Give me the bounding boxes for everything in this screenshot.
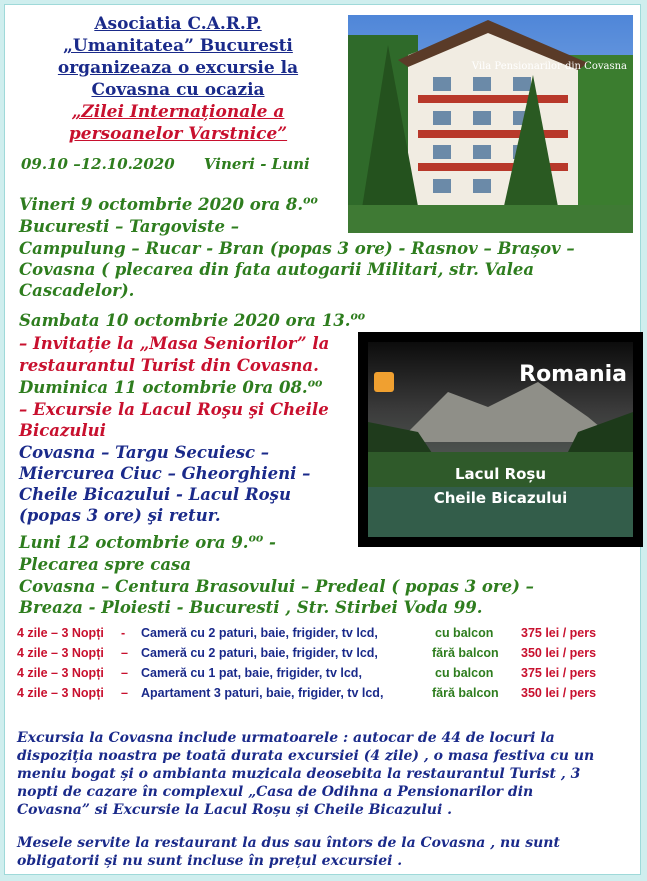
- monday-heading: Luni 12 octombrie ora 9.$^{oo}$ -: [19, 531, 276, 552]
- friday-route-2: Campulung – Rucar - Bran (popas 3 ore) - Rasnov – Brașov –: [19, 239, 575, 258]
- photo2-title: Romania: [519, 362, 627, 387]
- sunday-heading: Duminica 11 octombrie 0ra 08.$^{oo}$: [19, 376, 323, 397]
- title-line-2: „Umanitatea” Bucuresti: [63, 36, 293, 56]
- title-line-1: Asociatia C.A.R.P.: [94, 14, 262, 34]
- photo2-caption-1: Lacul Roșu: [454, 465, 547, 483]
- photo2-caption-2: Cheile Bicazului: [433, 489, 568, 507]
- villa-photo-caption: Vila Pensionarilor din Covasna: [471, 61, 627, 72]
- day-range: Vineri - Luni: [203, 155, 310, 173]
- flyer-page: Asociatia C.A.R.P. „Umanitatea” Bucuresti organizeaza o excursie la Covasna cu ocazia „Zilei Internaționale a persoanelor Varstnice” 09.10 –12.10.2020 Vineri - Luni Vila Pensionarilor din Covasna Vineri 9 octombrie 2020 ora 8.$^{oo}$ Bucuresti – Targoviste – Campulung – Rucar - Bran (popas 3 ore) - Rasnov – Brașov – Covasna ( plecarea din fata autogarii Militari, str. Valea Cascadelor). Sambata 10 octombrie 2020 ora 13.$^{oo}$ – Invitație la „Masa Seniorilor” la restaurantul Turist din Covasna. Romania Lacul Roșu Cheile Bicazului Duminica 11 octombrie 0ra 08.$^{oo}$ – Excursie la Lacul Roşu şi Cheile Bicazului Covasna – Targu Secuiesc – Miercurea Ciuc – Gheorghieni – Cheile Bicazului - Lacul Roşu (popas 3 ore) şi retur. Luni 12 octombrie ora 9.$^{oo}$ - Plecarea spre casa Covasna – Centura Brasovului – Predeal ( popas 3 ore) – Breaza - Ploiesti - Bucuresti , Str. Stirbei Voda 99. 4 zile – 3 Nopți - Cameră cu 2 paturi, baie, frigider, tv lcd, cu balcon 375 lei / pers 4 zile – 3 Nopți – Cameră cu 2 paturi, baie, frigider, tv lcd, fără balcon 350 lei / pers 4 zile – 3 Nopți – Cameră cu 1 pat, baie, frigider, tv lcd, cu balcon 375 lei / pers 4 zile – 3 Nopți – Apartament 3 paturi, baie, frigider, tv lcd, fără balcon 350 lei / pers Excursia la Covasna include urmatoarele : autocar de 44 de locuri la dispoziția noastra pe toată durata excursiei (4 zile) , o masa festiva cu un meniu bogat și o ambianta muzicala deosebita la restaurantul Turist , 3 nopti de cazare în complexul „Casa de Odihna a Pensionarilor din Covasna” si Excursie la Lacul Roșu și Cheile Bicazului . Mesele servite la restaurant la dus sau întors de la Covasna , nu sunt obligatorii și nu sunt incluse în prețul excursiei .: [4, 4, 641, 875]
- title-line-3: organizeaza o excursie la: [57, 58, 299, 78]
- title-line-5: „Zilei Internaționale a: [71, 102, 285, 122]
- friday-heading: Vineri 9 octombrie 2020 ora 8.$^{oo}$: [19, 193, 318, 214]
- title-line-4: Covasna cu ocazia: [91, 80, 265, 100]
- sunday-text-1: – Excursie la Lacul Roşu şi Cheile: [19, 400, 329, 419]
- lacul-rosu-photo: [358, 332, 643, 547]
- saturday-text-2: restaurantul Turist din Covasna.: [19, 356, 319, 375]
- date-range: 09.10 –12.10.2020: [21, 155, 175, 173]
- monday-route-2: Breaza - Ploiesti - Bucuresti , Str. Stirbei Voda 99.: [19, 598, 483, 617]
- villa-photo-image: [348, 15, 633, 233]
- sunday-route-2: Miercurea Ciuc – Gheorghieni –: [19, 464, 311, 483]
- footer-paragraph-2: Mesele servite la restaurant la dus sau întors de la Covasna , nu sunt obligatorii și nu sunt incluse în prețul excursiei .: [17, 835, 560, 869]
- sunday-text-2: Bicazului: [19, 421, 106, 440]
- villa-photo: [348, 15, 633, 233]
- sunday-route-3: Cheile Bicazului - Lacul Roşu: [19, 485, 291, 504]
- sunday-route-4: (popas 3 ore) şi retur.: [19, 506, 221, 525]
- friday-route-4: Cascadelor).: [19, 281, 135, 300]
- trip-dates: [21, 155, 334, 173]
- saturday-text-1: – Invitație la „Masa Seniorilor” la: [19, 334, 330, 353]
- monday-route-1: Covasna – Centura Brasovului – Predeal ( popas 3 ore) –: [19, 577, 534, 596]
- title-line-6: persoanelor Varstnice”: [68, 124, 288, 144]
- friday-route-3: Covasna ( plecarea din fata autogarii Militari, str. Valea: [19, 260, 535, 279]
- monday-text-1: Plecarea spre casa: [19, 555, 192, 574]
- saturday-heading: Sambata 10 octombrie 2020 ora 13.$^{oo}$: [19, 309, 366, 330]
- title-block: [13, 13, 343, 145]
- footer-paragraph-1: Excursia la Covasna include urmatoarele : autocar de 44 de locuri la dispoziția noastra pe toată durata excursiei (4 zile) , o masa festiva cu un meniu bogat și o ambianta muzicala deosebita la restaurantul Turist , 3 nopti de cazare în complexul „Casa de Odihna a Pensionarilor din Covasna” si Excursie la Lacul Roșu și Cheile Bicazului .: [17, 730, 595, 818]
- sunday-route-1: Covasna – Targu Secuiesc –: [19, 443, 270, 462]
- friday-route-1: Bucuresti – Targoviste –: [19, 217, 239, 236]
